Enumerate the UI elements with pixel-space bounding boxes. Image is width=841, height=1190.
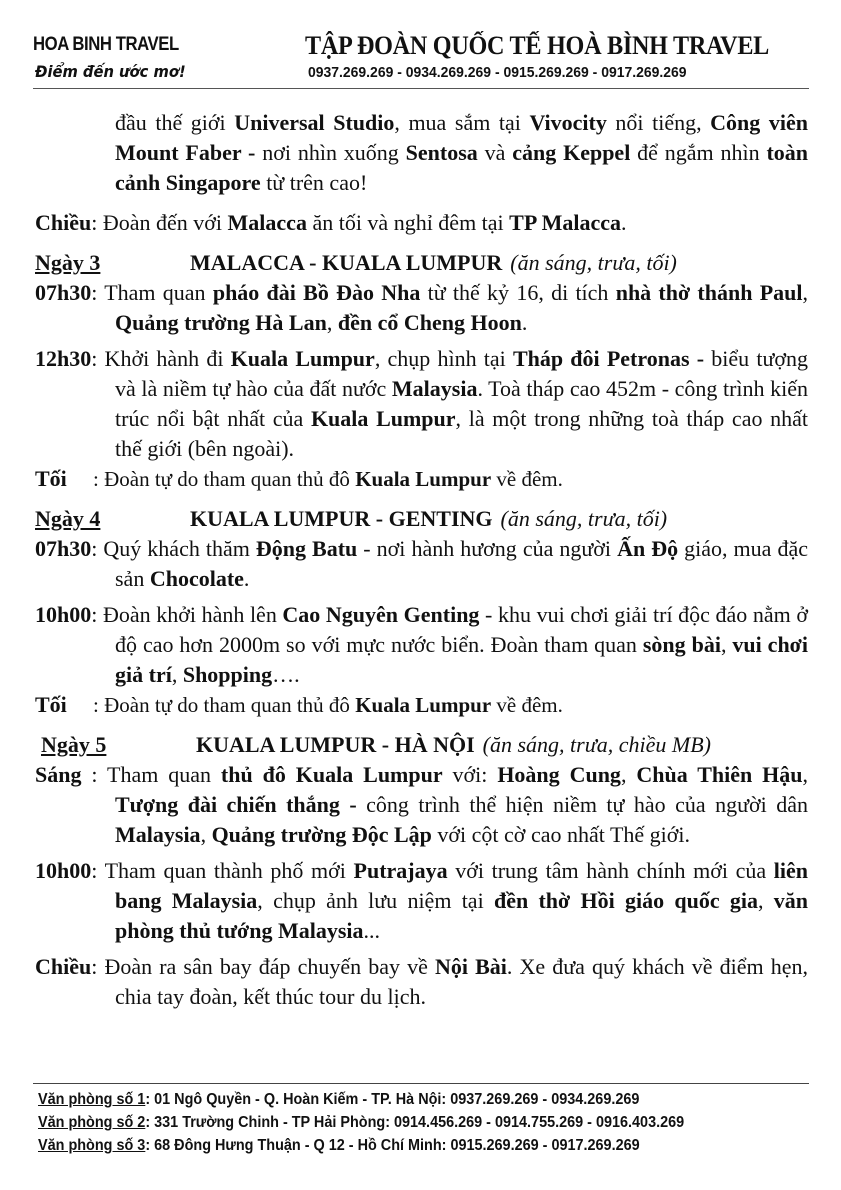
text: : Đoàn tự do tham quan thủ đô (93, 693, 356, 717)
schedule-text (93, 467, 563, 491)
text: , (802, 280, 809, 305)
time-label: 10h00 (35, 858, 92, 883)
office-text: : 68 Đông Hưng Thuận - Q 12 - Hồ Chí Minh: 0915.269.269 - 0917.269.269 (145, 1137, 640, 1154)
text: . Toà tháp cao 452m - công trình kiến trúc nổi bật nhất của (115, 376, 808, 431)
intro-paragraph (35, 108, 808, 198)
day-label: Ngày 4 (35, 506, 101, 531)
day-heading (35, 504, 808, 534)
bold-text: Kuala Lumpur (355, 693, 492, 717)
text: để ngắm nhìn (630, 140, 767, 165)
office-label: Văn phòng số 2 (38, 1114, 146, 1131)
bold-text: Putrajaya (353, 858, 448, 883)
office-text: : 01 Ngô Quyền - Q. Hoàn Kiếm - TP. Hà Nội: 0937.269.269 - 0934.269.269 (145, 1091, 640, 1108)
text: , (620, 762, 637, 787)
time-label: Tối (35, 692, 67, 717)
bold-text: toàn cảnh Singapore (115, 140, 809, 195)
header-brand: HOA BINH TRAVEL (33, 34, 179, 55)
day-heading (35, 248, 808, 278)
day-heading (35, 730, 808, 760)
text: từ thế kỷ 16, di tích (420, 280, 616, 305)
time-label: 12h30 (35, 346, 92, 371)
bold-text: sòng bài (642, 632, 721, 657)
bold-text: Kuala Lumpur (230, 346, 375, 371)
bold-text: liên bang Malaysia (115, 858, 809, 913)
text: , (802, 762, 809, 787)
schedule-item (35, 344, 808, 464)
text: . (620, 210, 627, 235)
text: từ trên cao! (260, 170, 368, 195)
itinerary-content (35, 108, 808, 1012)
text: : Tham quan (91, 280, 213, 305)
text: - khu vui chơi giải trí độc đáo nằm ở độ cao hơn 2000m so với mực nước biển. Đoàn tham quan (115, 602, 809, 657)
day-meals: (ăn sáng, trưa, chiều MB) (482, 732, 711, 757)
text: nổi tiếng, (606, 110, 711, 135)
header-slogan: Điểm đến ước mơ! (35, 62, 186, 81)
schedule-text (81, 762, 808, 847)
schedule-text (93, 693, 563, 717)
schedule-item (35, 760, 808, 850)
bold-text: Chùa Thiên Hậu (636, 762, 803, 787)
text: nơi nhìn xuống (255, 140, 406, 165)
text: : Đoàn đến với (91, 210, 228, 235)
bold-text: đền thờ Hồi giáo quốc gia (493, 888, 758, 913)
text: : Đoàn tự do tham quan thủ đô (93, 467, 356, 491)
time-label: 07h30 (35, 280, 92, 305)
text: với: (442, 762, 498, 787)
text: biểu tượng và là niềm tự hào của đất nước (115, 346, 809, 401)
bold-text: Malacca (227, 210, 307, 235)
text: với trung tâm hành chính mới của (447, 858, 774, 883)
header-phones: 0937.269.269 - 0934.269.269 - 0915.269.269 - 0917.269.269 (308, 64, 687, 81)
schedule-item (35, 952, 808, 1012)
text: . (521, 310, 528, 335)
bold-text: vui chơi giả trí (115, 632, 808, 687)
time-label: Sáng (35, 762, 82, 787)
text: , (720, 632, 733, 657)
bold-text: TP Malacca (509, 210, 621, 235)
text: giáo, mua đặc sản (115, 536, 808, 591)
bold-text: Malaysia (115, 822, 201, 847)
schedule-item (35, 690, 808, 720)
office-label: Văn phòng số 3 (38, 1137, 146, 1154)
text: , chụp hình tại (374, 346, 513, 371)
bold-text: Vivocity (529, 110, 607, 135)
day-meals: (ăn sáng, trưa, tối) (500, 506, 668, 531)
schedule-item (35, 600, 808, 690)
text: , mua sắm tại (394, 110, 530, 135)
footer-divider (33, 1083, 809, 1084)
bold-text: đền cổ Cheng Hoon (337, 310, 522, 335)
text: - nơi hành hương của người (357, 536, 618, 561)
day-route: MALACCA - KUALA LUMPUR (190, 250, 503, 275)
text: : Tham quan (81, 762, 221, 787)
text: đầu thế giới (115, 110, 235, 135)
intro-afternoon-text (91, 210, 626, 235)
text: , là một trong những toà tháp cao nhất thế giới (bên ngoài). (115, 406, 809, 461)
bold-text: Ấn Độ (617, 536, 679, 561)
text: về đêm. (491, 693, 563, 717)
time-label: 10h00 (35, 602, 92, 627)
text: : Tham quan thành phố mới (91, 858, 354, 883)
text: . Xe đưa quý khách về điểm hẹn, chia tay đoàn, kết thúc tour du lịch. (115, 954, 808, 1009)
bold-text: văn phòng thủ tướng Malaysia (115, 888, 809, 943)
bold-text: Malaysia (391, 376, 478, 401)
days-list (35, 238, 808, 1012)
bold-text: Tượng đài chiến thắng - (115, 792, 357, 817)
bold-text: Universal Studio (234, 110, 395, 135)
bold-text: Tháp đôi Petronas - (512, 346, 705, 371)
bold-text: Quảng trường Độc Lập (211, 822, 432, 847)
time-label: Chiều (35, 954, 92, 979)
text: về đêm. (491, 467, 563, 491)
header-divider (33, 88, 809, 89)
office-text: : 331 Trường Chinh - TP Hải Phòng: 0914.456.269 - 0914.755.269 - 0916.403.269 (145, 1114, 685, 1131)
day-label: Ngày 5 (41, 732, 107, 757)
schedule-text (91, 346, 808, 461)
office-line (38, 1111, 759, 1134)
schedule-text (91, 536, 808, 591)
bold-text: nhà thờ thánh Paul (615, 280, 803, 305)
time-label: Chiều (35, 210, 92, 235)
bold-text: Kuala Lumpur (355, 467, 492, 491)
schedule-text (91, 280, 808, 335)
text: . (243, 566, 250, 591)
day-route: KUALA LUMPUR - HÀ NỘI (196, 732, 475, 757)
day-route: KUALA LUMPUR - GENTING (190, 506, 493, 531)
time-label: Tối (35, 466, 67, 491)
bold-text: Sentosa (405, 140, 478, 165)
text: với cột cờ cao nhất Thế giới. (431, 822, 691, 847)
bold-text: Shopping (182, 662, 273, 687)
text: : Đoàn khởi hành lên (91, 602, 283, 627)
bold-text: Chocolate (149, 566, 244, 591)
schedule-item (35, 856, 808, 946)
office-line (38, 1088, 759, 1111)
bold-text: Kuala Lumpur (310, 406, 456, 431)
schedule-item (35, 278, 808, 338)
footer-offices (38, 1088, 813, 1157)
bold-text: Công viên Mount Faber - (115, 110, 808, 165)
header-title: TẬP ĐOÀN QUỐC TẾ HOÀ BÌNH TRAVEL (305, 31, 770, 60)
schedule-item (35, 534, 808, 594)
bold-text: cảng Keppel (512, 140, 631, 165)
text: công trình thể hiện niềm tự hào của người dân (356, 792, 808, 817)
schedule-text (91, 954, 808, 1009)
text: ... (363, 918, 380, 943)
day-meals: (ăn sáng, trưa, tối) (510, 250, 677, 275)
bold-text: Động Batu (255, 536, 358, 561)
office-line (38, 1134, 759, 1157)
bold-text: Nội Bài (434, 954, 507, 979)
day-label: Ngày 3 (35, 250, 101, 275)
office-label: Văn phòng số 1 (38, 1091, 146, 1108)
schedule-item (35, 464, 808, 494)
text: , (326, 310, 338, 335)
text: : Đoàn ra sân bay đáp chuyến bay về (91, 954, 435, 979)
text: …. (272, 662, 300, 687)
text: và (477, 140, 513, 165)
schedule-text (91, 602, 808, 687)
bold-text: Quảng trường Hà Lan (115, 310, 327, 335)
text: ăn tối và nghỉ đêm tại (306, 210, 510, 235)
bold-text: Cao Nguyên Genting (282, 602, 480, 627)
intro-afternoon (35, 208, 808, 238)
text: , (171, 662, 183, 687)
bold-text: Hoàng Cung (497, 762, 621, 787)
schedule-text (91, 858, 808, 943)
text: : Khởi hành đi (91, 346, 231, 371)
text: : Quý khách thăm (91, 536, 256, 561)
text: , (757, 888, 774, 913)
text: , (200, 822, 212, 847)
bold-text: pháo đài Bồ Đào Nha (212, 280, 421, 305)
time-label: 07h30 (35, 536, 92, 561)
text: , chụp ảnh lưu niệm tại (257, 888, 494, 913)
bold-text: thủ đô Kuala Lumpur (220, 762, 443, 787)
